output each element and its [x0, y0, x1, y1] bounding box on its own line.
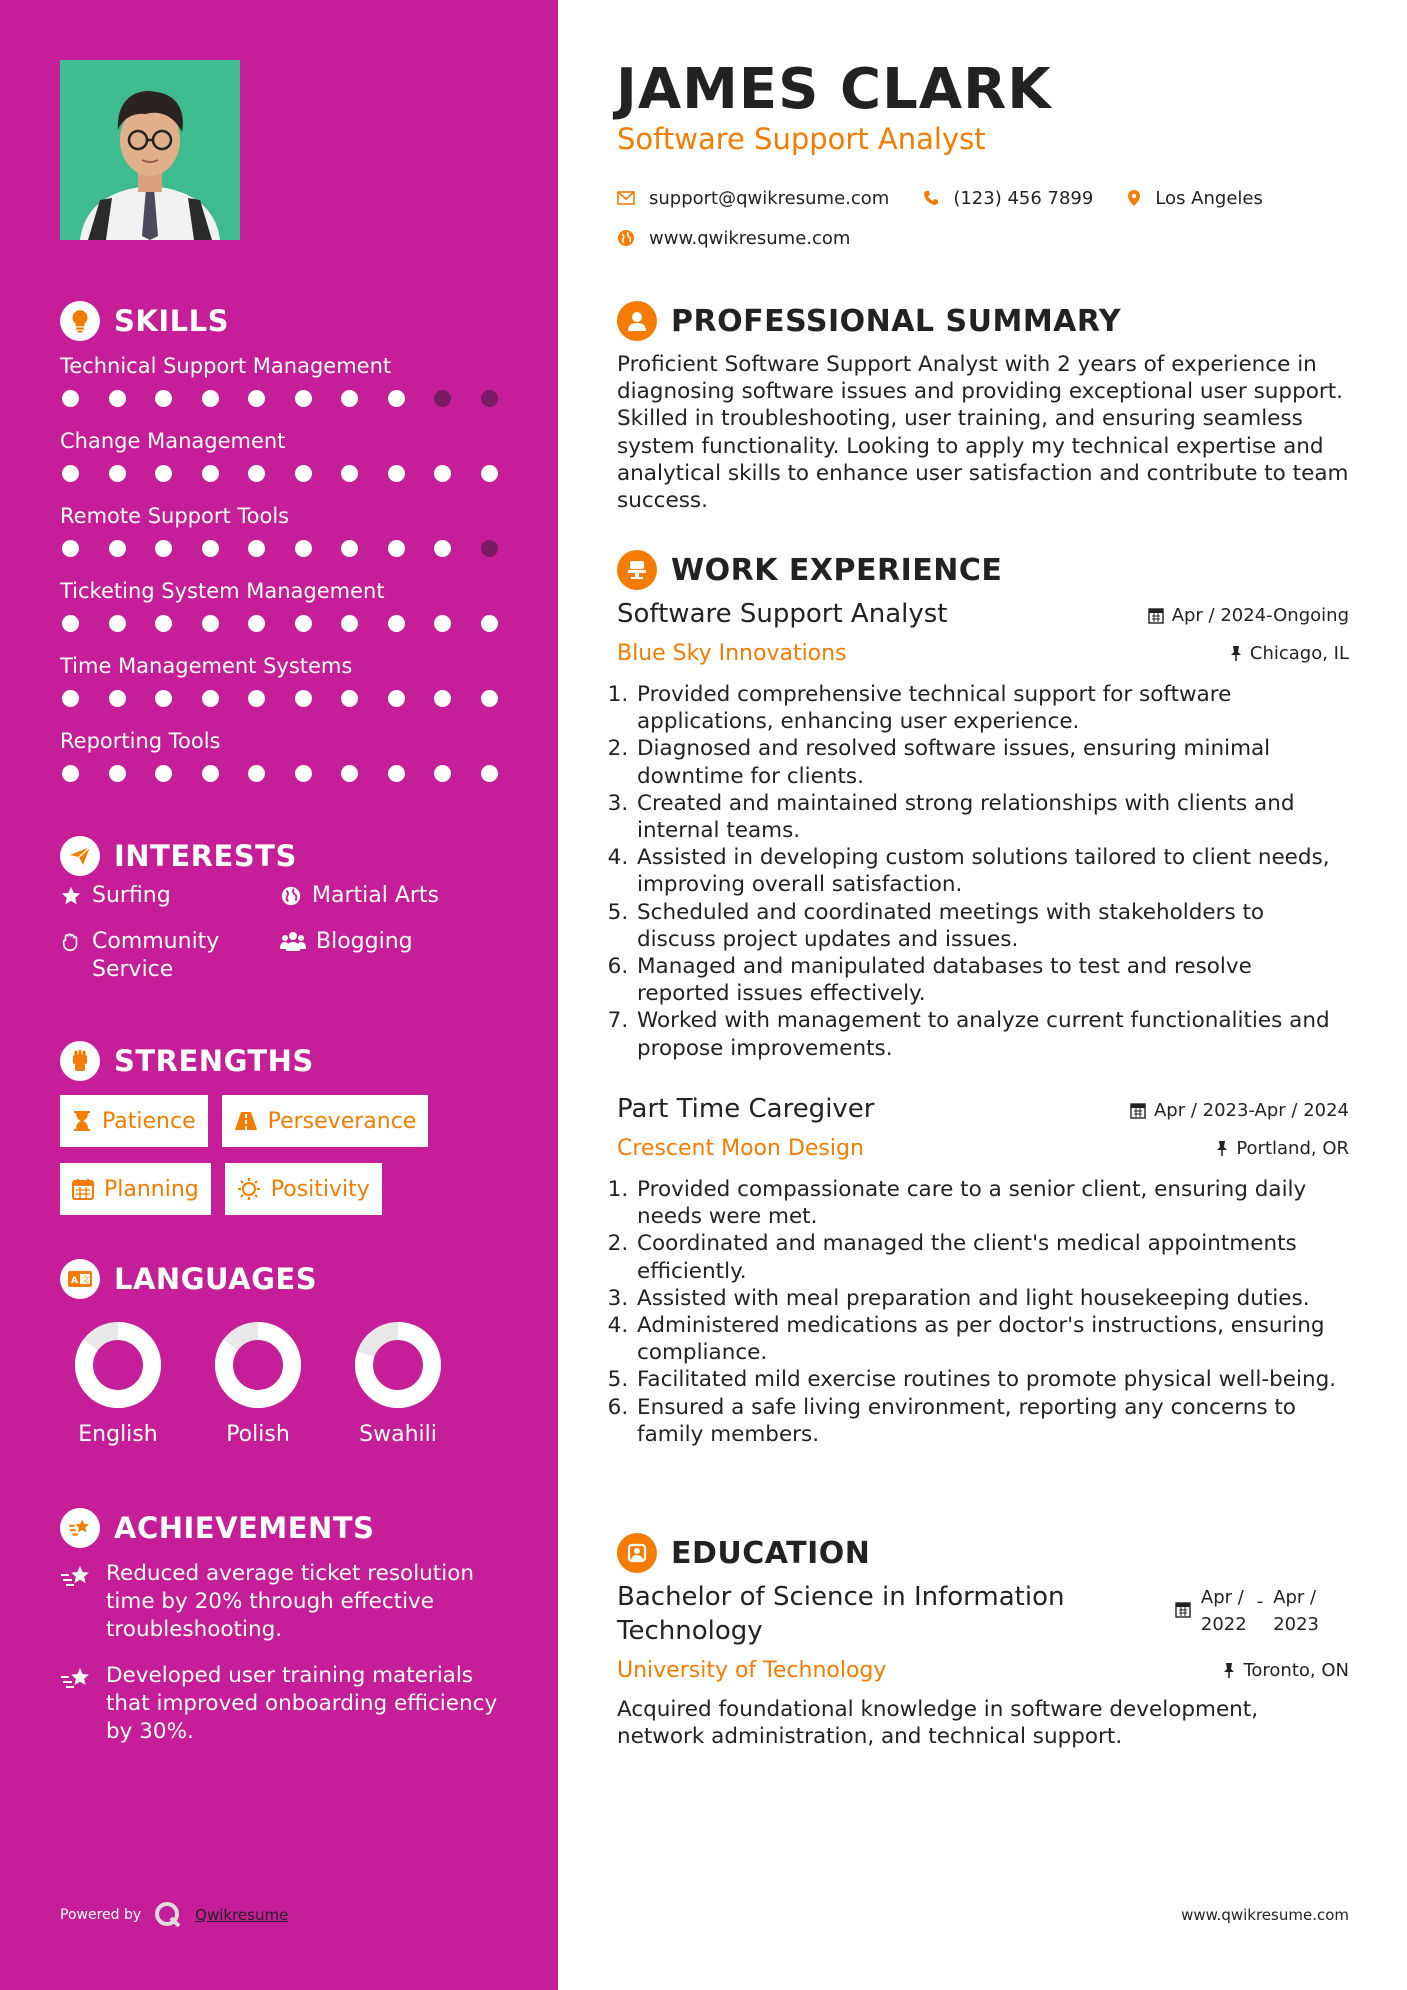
edu-end-year: 2023: [1273, 1614, 1319, 1635]
job-title: Software Support Analyst: [617, 599, 948, 629]
road-icon: [234, 1111, 258, 1131]
interest-item: [60, 882, 280, 910]
achievements-header: [60, 1508, 374, 1548]
summary-title: PROFESSIONAL SUMMARY: [671, 303, 1122, 339]
job-dates: [1130, 1100, 1349, 1121]
globe-icon: [280, 885, 302, 907]
job-dates: [1148, 605, 1349, 626]
rating-dot: [155, 615, 172, 632]
summary-text: Proficient Software Support Analyst with 2 years of experience in diagnosing software issues and providing exceptional user support. Skilled in troubleshooting, user training, and ensuring seamless system functionality. Looking to apply my technical expertise and analytical skills to enhance user satisfaction and contribute to team success.: [617, 352, 1349, 514]
rating-dot: [248, 690, 265, 707]
job-bullet: 5. Facilitated mild exercise routines to promote physical well-being.: [635, 1366, 1349, 1393]
job-bullet: 3. Created and maintained strong relationships with clients and internal teams.: [635, 790, 1349, 844]
skills-header: [60, 301, 229, 341]
interest-label: Community Service: [92, 929, 220, 982]
website-link[interactable]: www.qwikresume.com: [649, 227, 851, 249]
rating-dot: [434, 690, 451, 707]
rating-dot: [202, 465, 219, 482]
rating-dot: [481, 615, 498, 632]
summary-header: [617, 301, 1121, 341]
job-bullet: 1. Provided compassionate care to a senior client, ensuring daily needs were met.: [635, 1176, 1349, 1230]
interest-item: [280, 882, 520, 910]
rating-dot: [481, 390, 498, 407]
skills-list: [60, 352, 500, 802]
education-entry: [617, 1580, 1349, 1750]
language-name: English: [78, 1422, 158, 1447]
contact-info: [617, 178, 1377, 258]
job-bullet: 2. Diagnosed and resolved software issues, ensuring minimal downtime for clients.: [635, 735, 1349, 789]
rating-dot: [109, 765, 126, 782]
skill-name: Ticketing System Management: [60, 579, 385, 603]
skill-name: Remote Support Tools: [60, 504, 290, 528]
language-item: [200, 1322, 340, 1447]
rating-dot: [341, 390, 358, 407]
rating-dot: [295, 765, 312, 782]
rating-dot: [109, 465, 126, 482]
rating-dot: [388, 390, 405, 407]
rating-dot: [155, 540, 172, 557]
job-bullets: [617, 681, 1349, 1062]
interest-label: Blogging: [316, 929, 413, 954]
shooting-star-icon: [60, 1564, 92, 1590]
language-donut: [355, 1322, 441, 1408]
school-location: [1223, 1660, 1349, 1681]
users-icon: [280, 931, 306, 953]
education-title: EDUCATION: [671, 1535, 871, 1571]
svg-text:文: 文: [81, 1275, 90, 1285]
interests-title: INTERESTS: [114, 839, 297, 873]
user-icon: [617, 301, 657, 341]
strengths-list: [60, 1095, 530, 1231]
job-bullet: 4. Administered medications as per doctor's instructions, ensuring compliance.: [635, 1312, 1349, 1366]
rating-dot: [202, 390, 219, 407]
edu-start-year: 2022: [1200, 1614, 1247, 1635]
language-name: Swahili: [359, 1422, 437, 1447]
rating-dot: [155, 690, 172, 707]
job-company: Crescent Moon Design: [617, 1136, 864, 1161]
language-name: Polish: [226, 1422, 290, 1447]
briefcase-icon: [617, 550, 657, 590]
qwikresume-link[interactable]: Qwikresume: [195, 1906, 289, 1924]
rating-dot: [155, 390, 172, 407]
school-location-text: Toronto, ON: [1243, 1660, 1349, 1681]
map-pin-icon: [1127, 189, 1141, 207]
rating-dot: [388, 540, 405, 557]
rating-dot: [341, 465, 358, 482]
location-text: Los Angeles: [1155, 187, 1263, 209]
job-title: Part Time Caregiver: [617, 1094, 875, 1124]
candidate-title: Software Support Analyst: [617, 122, 986, 156]
globe-icon: [617, 229, 635, 247]
profile-photo: [60, 60, 240, 240]
edu-date-separator: -: [1256, 1591, 1264, 1612]
rating-dot: [434, 465, 451, 482]
school-name: University of Technology: [617, 1658, 887, 1683]
achievements-list: [60, 1560, 500, 1764]
job-bullet: 4. Assisted in developing custom solutions tailored to client needs, improving overall satisfaction.: [635, 844, 1349, 898]
rating-dot: [341, 765, 358, 782]
degree-title: Bachelor of Science in Information Technology: [617, 1582, 1065, 1646]
rating-dot: [295, 465, 312, 482]
calendar-icon: [72, 1178, 94, 1200]
job-entry: [617, 599, 1349, 1062]
language-donut: [215, 1322, 301, 1408]
calendar-icon: [1148, 607, 1164, 624]
skill-item: [60, 427, 500, 502]
skill-rating: [60, 615, 498, 632]
skill-rating: [60, 390, 498, 407]
language-item: [60, 1322, 200, 1447]
trophy-star-icon: [60, 1508, 100, 1548]
job-bullet: 1. Provided comprehensive technical support for software applications, enhancing user experience.: [635, 681, 1349, 735]
strengths-title: STRENGTHS: [114, 1044, 314, 1078]
avatar-icon: [60, 60, 240, 240]
education-header: [617, 1533, 870, 1573]
achievement-text: Developed user training materials that improved onboarding efficiency by 30%.: [106, 1663, 498, 1744]
strength-label: Perseverance: [267, 1108, 417, 1134]
achievement-item: [60, 1560, 500, 1644]
strength-label: Patience: [102, 1108, 196, 1134]
strength-label: Planning: [104, 1176, 199, 1202]
interest-label: Surfing: [92, 883, 171, 908]
rating-dot: [434, 390, 451, 407]
hourglass-icon: [72, 1110, 92, 1132]
rating-dot: [295, 690, 312, 707]
language-item: [340, 1322, 480, 1447]
skill-item: [60, 502, 500, 577]
achievement-text: Reduced average ticket resolution time by 20% through effective troubleshooting.: [106, 1561, 474, 1642]
rating-dot: [202, 615, 219, 632]
skill-item: [60, 352, 500, 427]
rating-dot: [341, 690, 358, 707]
calendar-icon: [1175, 1601, 1191, 1618]
achievements-title: ACHIEVEMENTS: [114, 1511, 375, 1545]
strength-chip: [60, 1163, 211, 1215]
skill-item: [60, 727, 500, 802]
star-icon: [60, 885, 82, 907]
powered-by: [60, 1900, 288, 1930]
skill-rating: [60, 690, 498, 707]
interests-header: [60, 836, 297, 876]
job-dates-text: Apr / 2024-Ongoing: [1171, 605, 1349, 626]
skill-item: [60, 577, 500, 652]
job-company: Blue Sky Innovations: [617, 641, 847, 666]
calendar-icon: [1130, 1102, 1146, 1119]
rating-dot: [295, 615, 312, 632]
rating-dot: [155, 765, 172, 782]
envelope-icon: [617, 191, 635, 205]
rating-dot: [248, 540, 265, 557]
shooting-star-icon: [60, 1666, 92, 1692]
skill-name: Change Management: [60, 429, 286, 453]
rating-dot: [341, 540, 358, 557]
rating-dot: [481, 465, 498, 482]
rating-dot: [62, 615, 79, 632]
interest-label: Martial Arts: [312, 883, 440, 908]
rating-dot: [481, 690, 498, 707]
rating-dot: [481, 765, 498, 782]
rating-dot: [341, 615, 358, 632]
rating-dot: [62, 690, 79, 707]
experience-title: WORK EXPERIENCE: [671, 552, 1003, 588]
candidate-name: JAMES CLARK: [616, 57, 1052, 122]
skill-name: Time Management Systems: [60, 654, 353, 678]
experience-header: [617, 550, 1002, 590]
languages-header: [60, 1259, 317, 1299]
strength-label: Positivity: [270, 1176, 370, 1202]
rating-dot: [248, 615, 265, 632]
job-location-text: Portland, OR: [1236, 1138, 1349, 1159]
skill-item: [60, 652, 500, 727]
hand-icon: [60, 931, 82, 953]
education-dates: [1175, 1584, 1319, 1638]
phone-text[interactable]: (123) 456 7899: [953, 187, 1094, 209]
rating-dot: [248, 390, 265, 407]
strength-chip: [60, 1095, 208, 1147]
graduate-icon: [617, 1533, 657, 1573]
pushpin-icon: [1230, 645, 1242, 662]
rating-dot: [295, 390, 312, 407]
fist-icon: [60, 1041, 100, 1081]
languages-list: [60, 1322, 480, 1447]
rating-dot: [388, 690, 405, 707]
rating-dot: [388, 765, 405, 782]
skill-rating: [60, 540, 498, 557]
edu-end-month: Apr /: [1273, 1587, 1317, 1608]
footer-url[interactable]: www.qwikresume.com: [1181, 1906, 1349, 1924]
job-bullet: 6. Ensured a safe living environment, reporting any concerns to family members.: [635, 1394, 1349, 1448]
strengths-header: [60, 1041, 314, 1081]
rating-dot: [62, 465, 79, 482]
job-bullet: 7. Worked with management to analyze current functionalities and propose improvements.: [635, 1007, 1349, 1061]
language-donut: [75, 1322, 161, 1408]
skill-name: Technical Support Management: [60, 354, 392, 378]
rating-dot: [295, 540, 312, 557]
email-link[interactable]: support@qwikresume.com: [649, 187, 890, 209]
rating-dot: [62, 765, 79, 782]
education-description: Acquired foundational knowledge in software development, network administration, and technical support.: [617, 1697, 1259, 1750]
rating-dot: [388, 615, 405, 632]
rating-dot: [109, 540, 126, 557]
rating-dot: [434, 765, 451, 782]
job-bullet: 5. Scheduled and coordinated meetings with stakeholders to discuss project updates and issues.: [635, 899, 1349, 953]
qwikresume-logo-icon: [153, 1900, 183, 1930]
job-dates-text: Apr / 2023-Apr / 2024: [1153, 1100, 1349, 1121]
lightbulb-icon: [60, 301, 100, 341]
rating-dot: [155, 465, 172, 482]
rating-dot: [434, 615, 451, 632]
job-entry: [617, 1094, 1349, 1448]
rating-dot: [62, 390, 79, 407]
rating-dot: [109, 690, 126, 707]
phone-icon: [923, 190, 939, 206]
rating-dot: [434, 540, 451, 557]
strength-chip: [225, 1163, 382, 1215]
language-icon: [60, 1259, 100, 1299]
sun-icon: [237, 1177, 261, 1201]
job-location-text: Chicago, IL: [1249, 643, 1349, 664]
interest-item: [280, 928, 520, 984]
paper-plane-icon: [60, 836, 100, 876]
skills-title: SKILLS: [114, 304, 229, 338]
job-bullet: 3. Assisted with meal preparation and light housekeeping duties.: [635, 1285, 1349, 1312]
job-bullet: 6. Managed and manipulated databases to test and resolve reported issues effectively.: [635, 953, 1349, 1007]
rating-dot: [202, 690, 219, 707]
skill-rating: [60, 765, 498, 782]
job-bullets: [617, 1176, 1349, 1448]
rating-dot: [109, 615, 126, 632]
languages-title: LANGUAGES: [114, 1262, 318, 1296]
rating-dot: [248, 465, 265, 482]
rating-dot: [62, 540, 79, 557]
rating-dot: [481, 540, 498, 557]
strength-chip: [222, 1095, 429, 1147]
rating-dot: [202, 540, 219, 557]
skill-rating: [60, 465, 498, 482]
powered-by-label: Powered by: [60, 1907, 142, 1923]
sidebar: [0, 0, 558, 1990]
rating-dot: [109, 390, 126, 407]
edu-start-month: Apr /: [1200, 1587, 1244, 1608]
pushpin-icon: [1223, 1662, 1235, 1679]
svg-text:A: A: [71, 1276, 78, 1286]
achievement-item: [60, 1662, 500, 1746]
interest-item: [60, 928, 280, 984]
rating-dot: [388, 465, 405, 482]
rating-dot: [202, 765, 219, 782]
job-location: [1230, 643, 1349, 664]
pushpin-icon: [1216, 1140, 1228, 1157]
job-location: [1216, 1138, 1349, 1159]
skill-name: Reporting Tools: [60, 729, 221, 753]
job-bullet: 2. Coordinated and managed the client's medical appointments efficiently.: [635, 1230, 1349, 1284]
rating-dot: [248, 765, 265, 782]
interests-list: [60, 882, 530, 984]
